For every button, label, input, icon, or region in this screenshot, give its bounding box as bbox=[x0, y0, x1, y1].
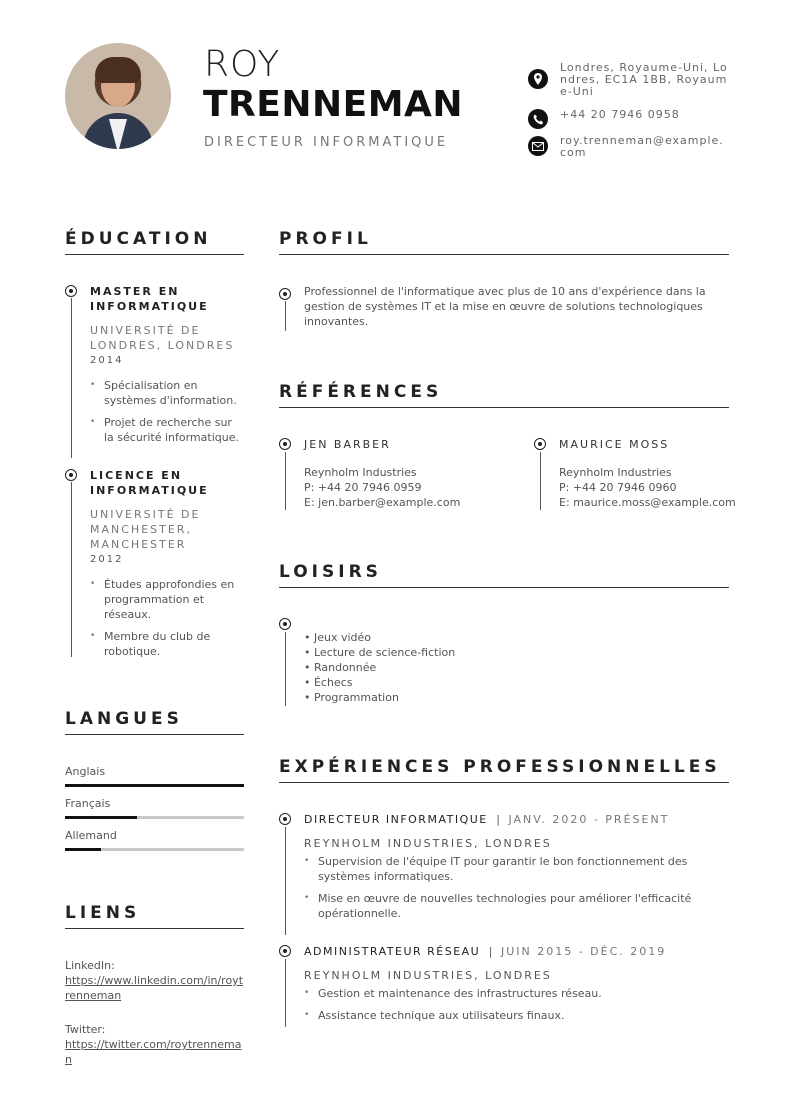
reference-email: E: jen.barber@example.com bbox=[304, 496, 461, 509]
contact-phone-text: +44 20 7946 0958 bbox=[560, 108, 680, 121]
timeline-dot bbox=[65, 469, 77, 481]
experience-divider bbox=[279, 782, 729, 783]
job-role: DIRECTEUR INFORMATIQUE bbox=[304, 813, 488, 826]
list-item: • Programmation bbox=[304, 691, 399, 704]
list-item: • Jeux vidéo bbox=[304, 631, 372, 644]
profile-heading: PROFIL bbox=[279, 229, 372, 249]
timeline-line bbox=[540, 452, 541, 510]
contact-address bbox=[528, 62, 730, 98]
links-divider bbox=[65, 928, 244, 929]
timeline-line bbox=[285, 452, 286, 510]
location-pin-icon bbox=[528, 69, 548, 89]
languages-heading: LANGUES bbox=[65, 709, 183, 729]
education-heading: ÉDUCATION bbox=[65, 229, 212, 249]
list-item: • Spécialisation en systèmes d'information. bbox=[90, 378, 240, 408]
reference-name: JEN BARBER bbox=[304, 438, 391, 451]
education-divider bbox=[65, 254, 244, 255]
list-item: • Études approfondies en programmation et réseaux. bbox=[90, 577, 240, 622]
education-item bbox=[90, 284, 240, 452]
reference-item bbox=[304, 437, 524, 510]
job-bullets bbox=[304, 986, 729, 1023]
job-company: REYNHOLM INDUSTRIES, LONDRES bbox=[304, 837, 552, 850]
graduation-year: 2012 bbox=[90, 554, 124, 565]
last-name: TRENNEMAN bbox=[203, 84, 464, 125]
education-bullets bbox=[90, 577, 240, 659]
timeline-dot bbox=[279, 288, 291, 300]
timeline-dot bbox=[279, 813, 291, 825]
hobbies-divider bbox=[279, 587, 729, 588]
language-level-fill bbox=[65, 816, 137, 819]
timeline-line bbox=[285, 959, 286, 1027]
language-name: Anglais bbox=[65, 765, 106, 778]
list-item: • Supervision de l'équipe IT pour garantir le bon fonctionnement des systèmes informatiques. bbox=[304, 854, 729, 884]
list-item: • Membre du club de robotique. bbox=[90, 629, 240, 659]
list-item: • Lecture de science-fiction bbox=[304, 646, 456, 659]
timeline-line bbox=[71, 298, 72, 458]
timeline-dot bbox=[279, 945, 291, 957]
language-level-fill bbox=[65, 848, 101, 851]
link-label: Twitter: bbox=[65, 1023, 106, 1036]
timeline-line bbox=[285, 632, 286, 706]
links-heading: LIENS bbox=[65, 903, 141, 923]
link-label: LinkedIn: bbox=[65, 959, 115, 972]
reference-company: Reynholm Industries bbox=[304, 466, 417, 479]
school-name: UNIVERSITÉ DE MANCHESTER, MANCHESTER bbox=[90, 508, 201, 551]
experience-item bbox=[304, 812, 729, 928]
references-heading: RÉFÉRENCES bbox=[279, 382, 443, 402]
language-level-fill bbox=[65, 784, 244, 787]
list-item: • Échecs bbox=[304, 676, 353, 689]
list-item: • Randonnée bbox=[304, 661, 377, 674]
timeline-line bbox=[285, 301, 286, 331]
email-icon bbox=[528, 136, 548, 156]
contact-phone bbox=[528, 109, 730, 129]
job-company: REYNHOLM INDUSTRIES, LONDRES bbox=[304, 969, 552, 982]
language-level-bar bbox=[65, 848, 244, 851]
job-period: JANV. 2020 - PRÉSENT bbox=[508, 813, 670, 826]
school-name: UNIVERSITÉ DE LONDRES, LONDRES bbox=[90, 324, 235, 352]
language-level-bar bbox=[65, 784, 244, 787]
experience-item bbox=[304, 944, 729, 1030]
hobbies-list bbox=[304, 630, 455, 705]
degree-title: MASTER EN INFORMATIQUE bbox=[90, 285, 209, 313]
job-bullets bbox=[304, 854, 729, 921]
job-title: DIRECTEUR INFORMATIQUE bbox=[204, 135, 449, 150]
reference-name: MAURICE MOSS bbox=[559, 438, 670, 451]
contact-email bbox=[528, 135, 730, 159]
language-level-bar bbox=[65, 816, 244, 819]
experience-heading: EXPÉRIENCES PROFESSIONNELLES bbox=[279, 757, 721, 777]
languages-divider bbox=[65, 734, 244, 735]
education-bullets bbox=[90, 378, 240, 445]
graduation-year: 2014 bbox=[90, 355, 124, 366]
language-name: Français bbox=[65, 797, 111, 810]
link-linkedin bbox=[65, 958, 245, 1003]
reference-item bbox=[559, 437, 739, 510]
list-item: • Gestion et maintenance des infrastructures réseau. bbox=[304, 986, 729, 1001]
twitter-link[interactable]: https://twitter.com/roytrenneman bbox=[65, 1038, 242, 1066]
timeline-line bbox=[71, 482, 72, 657]
timeline-dot bbox=[534, 438, 546, 450]
reference-company: Reynholm Industries bbox=[559, 466, 672, 479]
job-header: ADMINISTRATEUR RÉSEAU | JUIN 2015 - DÉC. 2019 bbox=[304, 945, 667, 958]
link-twitter bbox=[65, 1022, 245, 1067]
list-item: • Mise en œuvre de nouvelles technologies pour améliorer l'efficacité opérationnelle. bbox=[304, 891, 729, 921]
list-item: • Assistance technique aux utilisateurs finaux. bbox=[304, 1008, 729, 1023]
photo-hair bbox=[95, 57, 141, 83]
profile-text: Professionnel de l'informatique avec plus de 10 ans d'expérience dans la gestion de systèmes IT et la mise en œuvre de solutions technologiques innovantes. bbox=[304, 285, 706, 328]
education-item bbox=[90, 468, 240, 666]
degree-title: LICENCE EN INFORMATIQUE bbox=[90, 469, 209, 497]
reference-phone: P: +44 20 7946 0959 bbox=[304, 481, 422, 494]
first-name: ROY bbox=[204, 44, 281, 85]
contact-address-text: Londres, Royaume-Uni, Londres, EC1A 1BB, Royaume-Uni bbox=[560, 61, 728, 98]
list-item: • Projet de recherche sur la sécurité informatique. bbox=[90, 415, 240, 445]
phone-icon bbox=[528, 109, 548, 129]
timeline-dot bbox=[65, 285, 77, 297]
profile-photo bbox=[65, 43, 171, 149]
job-header: DIRECTEUR INFORMATIQUE | JANV. 2020 - PRÉSENT bbox=[304, 813, 670, 826]
references-divider bbox=[279, 407, 729, 408]
job-role: ADMINISTRATEUR RÉSEAU bbox=[304, 945, 481, 958]
timeline-dot bbox=[279, 438, 291, 450]
timeline-line bbox=[285, 827, 286, 935]
profile-divider bbox=[279, 254, 729, 255]
hobbies-heading: LOISIRS bbox=[279, 562, 382, 582]
language-name: Allemand bbox=[65, 829, 117, 842]
reference-email: E: maurice.moss@example.com bbox=[559, 496, 736, 509]
timeline-dot bbox=[279, 618, 291, 630]
reference-phone: P: +44 20 7946 0960 bbox=[559, 481, 677, 494]
linkedin-link[interactable]: https://www.linkedin.com/in/roytrenneman bbox=[65, 974, 244, 1002]
contact-email-text: roy.trenneman@example.com bbox=[560, 134, 724, 159]
job-period: JUIN 2015 - DÉC. 2019 bbox=[500, 945, 667, 958]
